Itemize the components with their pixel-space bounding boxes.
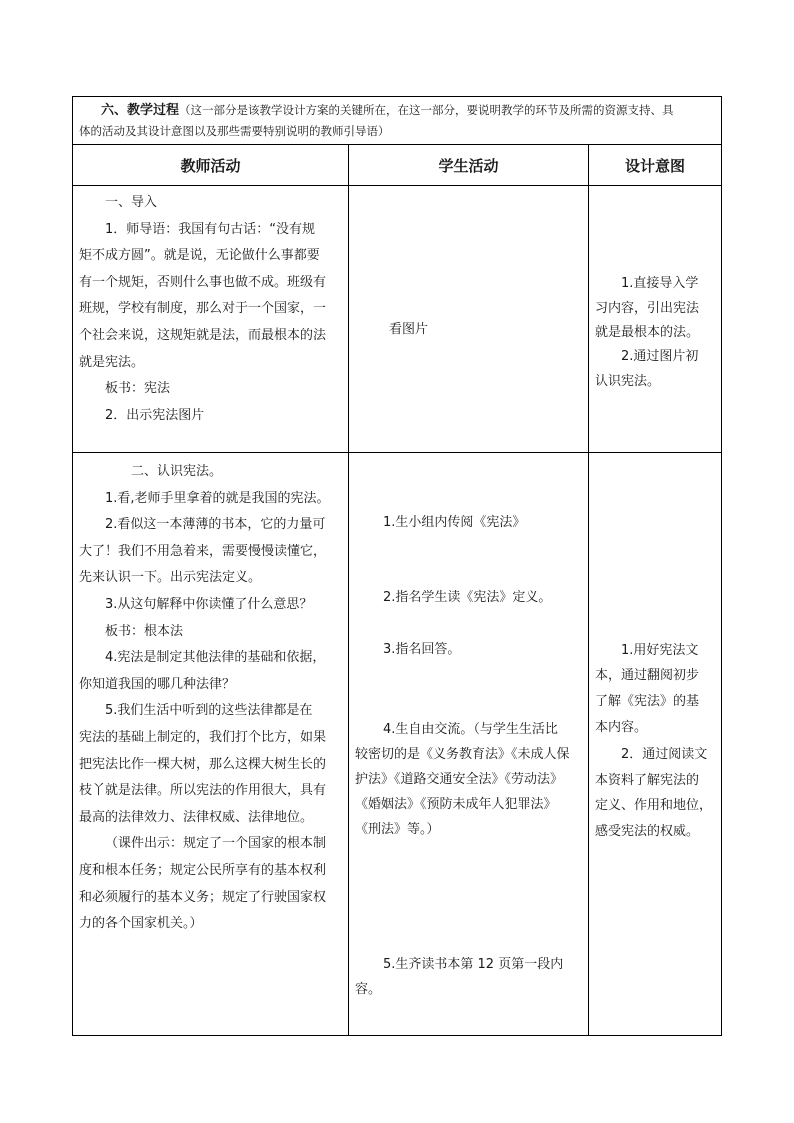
design-line: 2．通过阅读文 xyxy=(621,747,708,762)
student-step: 3.指名回答。 xyxy=(383,642,461,657)
student-activity-cell xyxy=(349,186,589,453)
section-header-cell xyxy=(73,97,722,145)
column-header-row xyxy=(73,145,722,186)
intro-line: 个社会来说，这规矩就是法，而最根本的法 xyxy=(79,327,327,343)
section2-line: 宪法的基础上制定的，我们打个比方，如果 xyxy=(79,729,327,745)
student-step: 容。 xyxy=(355,982,382,997)
intro-heading: 一、导入 xyxy=(105,195,158,210)
section2-line: 先来认识一下。出示宪法定义。 xyxy=(79,570,262,586)
design-line: 习内容，引出宪法 xyxy=(595,301,700,316)
design-line: 1.直接导入学 xyxy=(621,276,699,291)
section2-line: 1.看,老师手里拿着的就是我国的宪法。 xyxy=(105,490,330,506)
intro-step2: 2．出示宪法图片 xyxy=(105,407,205,423)
section2-line: （课件出示：规定了一个国家的根本制 xyxy=(105,836,327,852)
student-step: 较密切的是《义务教育法》《未成人保 xyxy=(355,747,570,762)
section2-line: 把宪法比作一棵大树，那么这棵大树生长的 xyxy=(79,756,327,772)
intro-line: 1．师导语：我国有句古话：“没有规 xyxy=(105,221,316,237)
table-row xyxy=(73,453,722,1036)
student-step: 1.生小组内传阅《宪法》 xyxy=(383,515,526,530)
section-note-line2: 体的活动及其设计意图以及那些需要特别说明的教师引导语） xyxy=(79,124,390,138)
section2-line: 4.宪法是制定其他法律的基础和依据， xyxy=(105,650,326,666)
teacher-activity-cell xyxy=(73,453,349,1036)
teacher-activity-cell xyxy=(73,186,349,453)
student-activity-cell xyxy=(349,453,589,1036)
section2-line: 2.看似这一本薄薄的书本，它的力量可 xyxy=(105,517,326,533)
section2-line: 3.从这句解释中你读懂了什么意思？ xyxy=(105,596,313,612)
design-intent-cell xyxy=(589,453,722,1036)
intro-line: 矩不成方圆”。就是说，无论做什么事都要 xyxy=(79,248,320,264)
column-header-design: 设计意图 xyxy=(589,145,722,186)
section2-line: 你知道我国的哪几种法律？ xyxy=(79,676,236,692)
section2-heading: 二、认识宪法。 xyxy=(131,464,223,479)
design-line: 本资料了解宪法的 xyxy=(595,773,700,788)
design-line: 本，通过翻阅初步 xyxy=(595,668,700,683)
student-step: 4.生自由交流。（与学生生活比 xyxy=(383,722,558,737)
student-activity-text: 看图片 xyxy=(389,322,429,337)
design-intent-cell xyxy=(589,186,722,453)
design-line: 认识宪法。 xyxy=(595,374,661,389)
student-step: 《婚姻法》《预防未成年人犯罪法》 xyxy=(355,797,557,812)
column-header-student: 学生活动 xyxy=(349,145,589,186)
section2-line: 5.我们生活中听到的这些法律都是在 xyxy=(105,703,313,719)
student-step: 2.指名学生读《宪法》定义。 xyxy=(383,590,552,605)
design-line: 1.用好宪法文 xyxy=(621,643,699,658)
student-step: 5.生齐读书本第 12 页第一段内 xyxy=(383,957,564,972)
student-step: 《刑法》等。） xyxy=(355,822,440,837)
section2-line: 大了！我们不用急着来，需要慢慢读懂它， xyxy=(79,543,327,559)
column-header-teacher: 教师活动 xyxy=(73,145,349,186)
lesson-process-table xyxy=(72,96,722,1036)
section2-line: 和必须履行的基本义务；规定了行驶国家权 xyxy=(79,889,327,905)
section-title: 六、教学过程 xyxy=(101,103,180,118)
table-header-row xyxy=(73,97,722,145)
section2-line: 最高的法律效力、法律权威、法律地位。 xyxy=(79,809,314,825)
design-line: 2.通过图片初 xyxy=(621,349,699,364)
design-line: 感受宪法的权威。 xyxy=(595,824,700,839)
section2-line: 力的各个国家机关。） xyxy=(79,916,203,932)
intro-line: 就是宪法。 xyxy=(79,354,145,370)
design-line: 就是最根本的法。 xyxy=(595,325,700,340)
board-writing: 板书：宪法 xyxy=(105,381,171,397)
design-line: 了解《宪法》的基 xyxy=(595,694,700,709)
section2-line: 度和根本任务；规定公民所享有的基本权利 xyxy=(79,862,327,878)
section2-line: 枝丫就是法律。所以宪法的作用很大，具有 xyxy=(79,783,327,799)
design-line: 定义、作用和地位， xyxy=(595,798,713,813)
section2-line: 板书：根本法 xyxy=(105,623,184,639)
section-note-line1: （这一部分是该教学设计方案的关键所在，在这一部分，要说明教学的环节及所需的资源支持、具 xyxy=(179,103,674,117)
table-row xyxy=(73,186,722,453)
intro-line: 有一个规矩，否则什么事也做不成。班级有 xyxy=(79,274,327,290)
design-line: 本内容。 xyxy=(595,720,648,735)
intro-line: 班规，学校有制度，那么对于一个国家，一 xyxy=(79,301,327,317)
student-step: 护法》《道路交通安全法》《劳动法》 xyxy=(355,772,564,787)
